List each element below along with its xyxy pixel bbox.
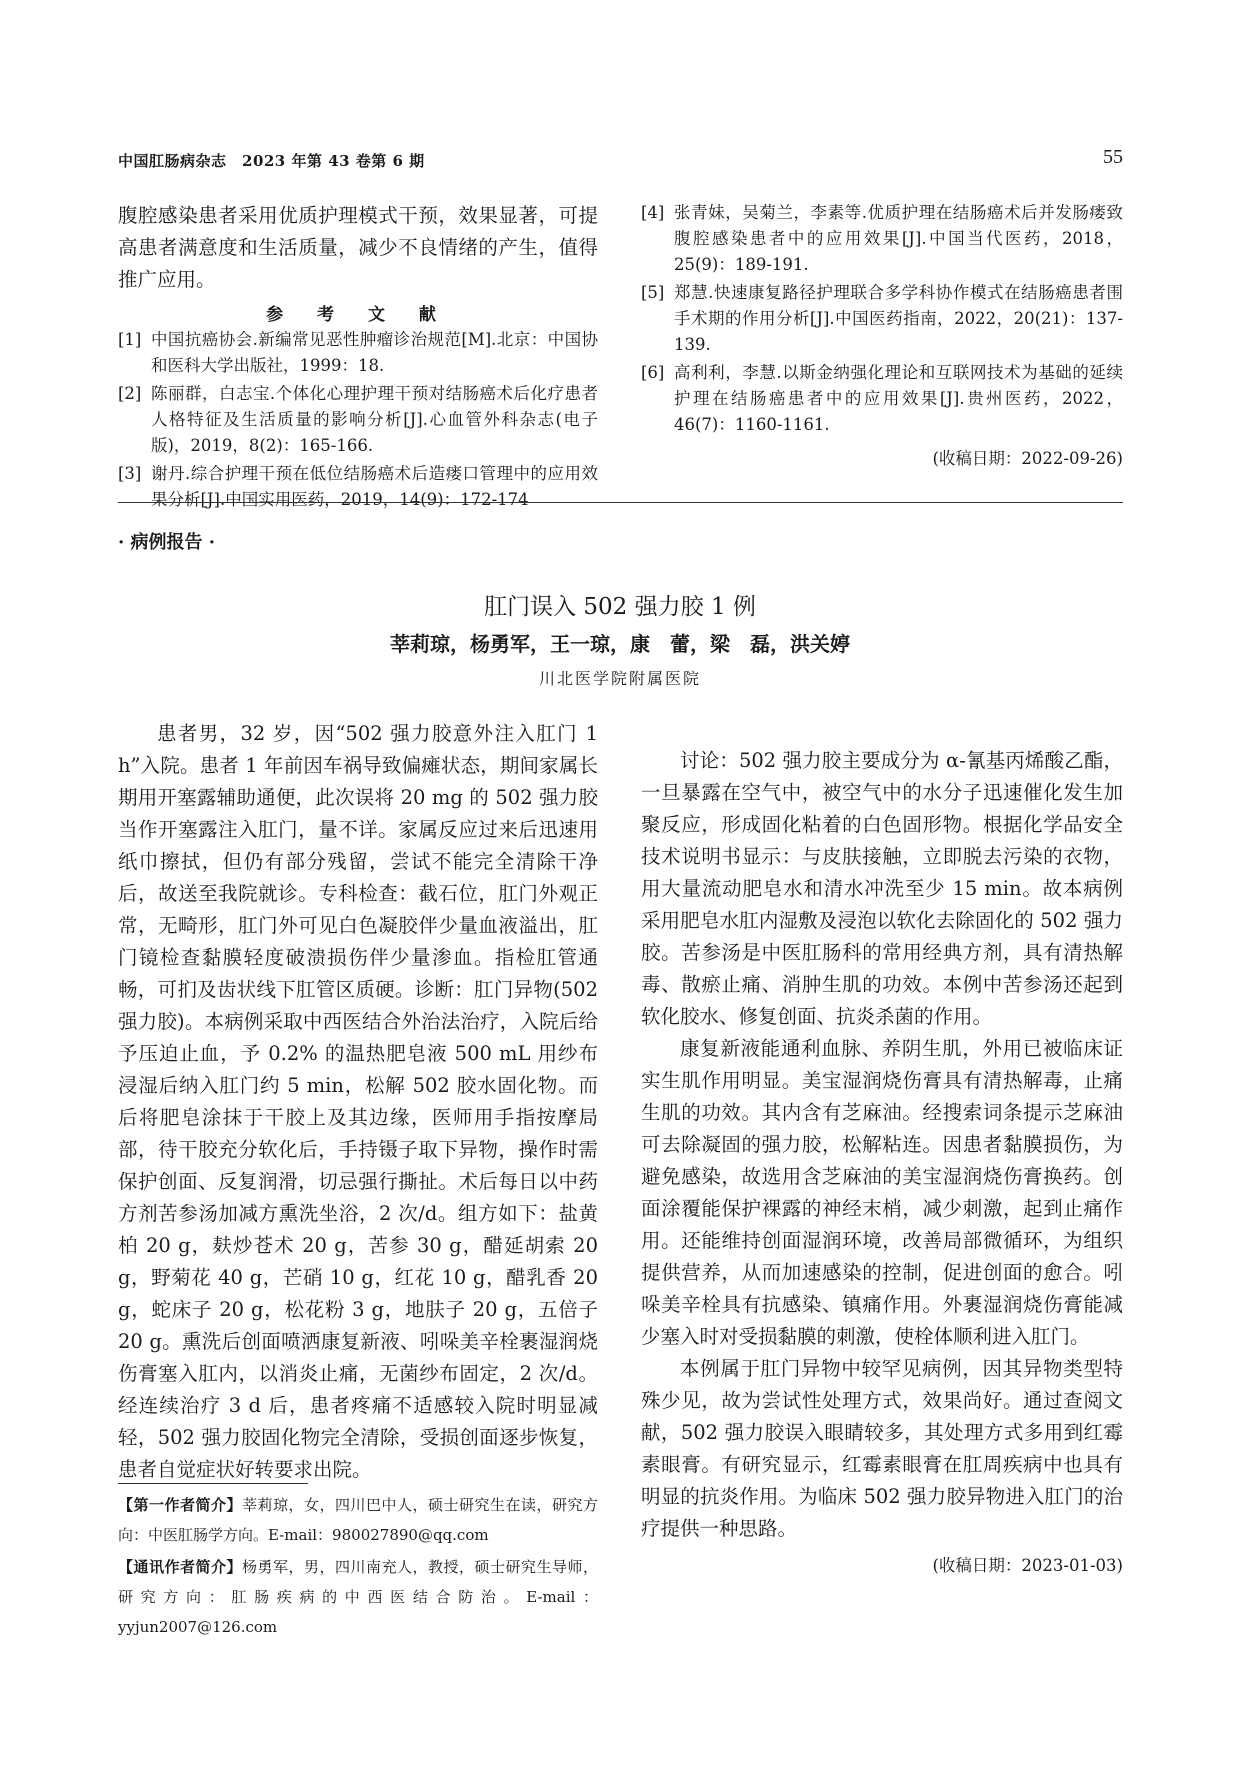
- reference-item: [118, 327, 598, 379]
- running-header: [118, 148, 1123, 172]
- references-heading: 参 考 文 献: [266, 305, 450, 325]
- reference-number: [4]: [641, 203, 665, 222]
- footnote-rule: [118, 1483, 308, 1484]
- article-affiliation: 川北医学院附属医院: [538, 669, 701, 688]
- article-received-date: (收稿日期：2023-01-03): [932, 1556, 1123, 1575]
- section-divider: [118, 502, 1123, 503]
- reference-item: [641, 360, 1123, 438]
- author-footnotes: [118, 1490, 598, 1644]
- page-number: 55: [1103, 146, 1123, 168]
- reference-item: [641, 280, 1123, 358]
- article-title: 肛门误入 502 强力胶 1 例: [484, 594, 756, 620]
- reference-number: [6]: [641, 363, 665, 382]
- previous-article-received-date: (收稿日期：2022-09-26): [932, 449, 1123, 468]
- reference-item: [118, 461, 598, 513]
- first-author-note: [118, 1490, 598, 1550]
- reference-text: 张青妹，吴菊兰，李素等.优质护理在结肠癌术后并发肠瘘致腹腔感染患者中的应用效果[J].中国当代医药，2018，25(9)：189-191.: [674, 203, 1123, 274]
- article-authors: 莘莉琼，杨勇军，王一琼，康 蕾，梁 磊，洪关婷: [390, 632, 850, 656]
- journal-name: 中国肛肠病杂志 2023 年第 43 卷第 6 期: [118, 152, 425, 170]
- article-left-column: [118, 718, 598, 1486]
- section-label: · 病例报告 ·: [118, 532, 216, 553]
- article-right-column: [641, 745, 1123, 1579]
- case-description: 患者男，32 岁，因“502 强力胶意外注入肛门 1 h”入院。患者 1 年前因车祸导致偏瘫状态，期间家属长期用开塞露辅助通便，此次误将 20 mg 的 502 强力胶当作开塞露注入肛门，量不详。家属反应过来后迅速用纸巾擦拭，但仍有部分残留，尝试不能完全清除干净后，故送至我院就诊。专科检查：截石位，肛门外观正常，无畸形，肛门外可见白色凝胶伴少量血液溢出，肛门镜检查黏膜轻度破溃损伤伴少量渗血。指检肛管通畅，可扪及齿状线下肛管区质硬。诊断：肛门异物(502 强力胶)。本病例采取中西医结合外治法治疗，入院后给予压迫止血，予 0.2% 的温热肥皂液 500 mL 用纱布浸湿后纳入肛门约 5 min，松解 502 胶水固化物。而后将肥皂涂抹于干胶上及其边缘，医师用手指按摩局部，待干胶充分软化后，手持镊子取下异物，操作时需保护创面、反复润滑，切忌强行撕扯。术后每日以中药方剂苦参汤加减方熏洗坐浴，2 次/d。组方如下：盐黄柏 20 g，麸炒苍术 20 g，苦参 30 g，醋延胡索 20 g，野菊花 40 g，芒硝 10 g，红花 10 g，醋乳香 20 g，蛇床子 20 g，松花粉 3 g，地肤子 20 g，五倍子 20 g。熏洗后创面喷洒康复新液、吲哚美辛栓裹湿润烧伤膏塞入肛内，以消炎止痛，无菌纱布固定，2 次/d。经连续治疗 3 d 后，患者疼痛不适感较入院时明显减轻，502 强力胶固化物完全清除，受损创面逐步恢复，患者自觉症状好转要求出院。: [118, 722, 598, 1481]
- reference-item: [641, 200, 1123, 278]
- reference-number: [1]: [118, 330, 142, 349]
- previous-article-conclusion: 腹腔感染患者采用优质护理模式干预，效果显著，可提高患者满意度和生活质量，减少不良情绪的产生，值得推广应用。: [118, 204, 598, 291]
- discussion-paragraph: 康复新液能通利血脉、养阴生肌，外用已被临床证实生肌作用明显。美宝湿润烧伤膏具有清热解毒，止痛生肌的功效。其内含有芝麻油。经搜索词条提示芝麻油可去除凝固的强力胶，松解粘连。因患者黏膜损伤，为避免感染，故选用含芝麻油的美宝湿润烧伤膏换药。创面涂覆能保护裸露的神经末梢，减少刺激，起到止痛作用。还能维持创面湿润环境，改善局部微循环，为组织提供营养，从而加速感染的控制，促进创面的愈合。吲哚美辛栓具有抗感染、镇痛作用。外裹湿润烧伤膏能减少塞入时对受损黏膜的刺激，使栓体顺利进入肛门。: [641, 1037, 1123, 1348]
- reference-number: [3]: [118, 464, 142, 483]
- reference-item: [118, 381, 598, 459]
- reference-text: 高利利，李慧.以斯金纳强化理论和互联网技术为基础的延续护理在结肠癌患者中的应用效果[J].贵州医药，2022，46(7)：1160-1161.: [674, 363, 1123, 434]
- previous-article-left-column: [118, 200, 598, 515]
- reference-text: 陈丽群，白志宝.个体化心理护理干预对结肠癌术后化疗患者人格特征及生活质量的影响分析[J].心血管外科杂志(电子版)，2019，8(2)：165-166.: [151, 384, 598, 455]
- discussion-paragraph: 本例属于肛门异物中较罕见病例，因其异物类型特殊少见，故为尝试性处理方式，效果尚好。通过查阅文献，502 强力胶误入眼睛较多，其处理方式多用到红霉素眼膏。有研究显示，红霉素眼膏在肛周疾病中也具有明显的抗炎作用。为临床 502 强力胶异物进入肛门的治疗提供一种思路。: [641, 1357, 1123, 1540]
- reference-text: 郑慧.快速康复路径护理联合多学科协作模式在结肠癌患者围手术期的作用分析[J].中国医药指南，2022，20(21)：137-139.: [674, 283, 1123, 354]
- footnote-label: 【第一作者简介】: [118, 1496, 242, 1514]
- footnote-text: 杨勇军，男，四川南充人，教授，硕士研究生导师，研究方向：肛肠疾病的中西医结合防治。E-mail：yyjun2007@126.com: [118, 1558, 598, 1636]
- reference-text: 中国抗癌协会.新编常见恶性肿瘤诊治规范[M].北京：中国协和医科大学出版社，1999：18.: [151, 330, 598, 375]
- reference-text: 谢丹.综合护理干预在低位结肠癌术后造瘘口管理中的应用效果分析[J].中国实用医药，2019，14(9)：172-174: [151, 464, 598, 509]
- corresponding-author-note: [118, 1552, 598, 1642]
- footnote-text: 莘莉琼，女，四川巴中人，硕士研究生在读，研究方向：中医肛肠学方向。E-mail：980027890@qq.com: [118, 1496, 598, 1544]
- reference-number: [2]: [118, 384, 142, 403]
- reference-number: [5]: [641, 283, 665, 302]
- discussion-paragraph: 讨论：502 强力胶主要成分为 α-氰基丙烯酸乙酯，一旦暴露在空气中，被空气中的水分子迅速催化发生加聚反应，形成固化粘着的白色固形物。根据化学品安全技术说明书显示：与皮肤接触，立即脱去污染的衣物，用大量流动肥皂水和清水冲洗至少 15 min。故本病例采用肥皂水肛内湿敷及浸泡以软化去除固化的 502 强力胶。苦参汤是中医肛肠科的常用经典方剂，具有清热解毒、散瘀止痛、消肿生肌的功效。本例中苦参汤还起到软化胶水、修复创面、抗炎杀菌的作用。: [641, 749, 1123, 1028]
- footnote-label: 【通讯作者简介】: [118, 1558, 242, 1576]
- previous-article-right-column: [641, 200, 1123, 472]
